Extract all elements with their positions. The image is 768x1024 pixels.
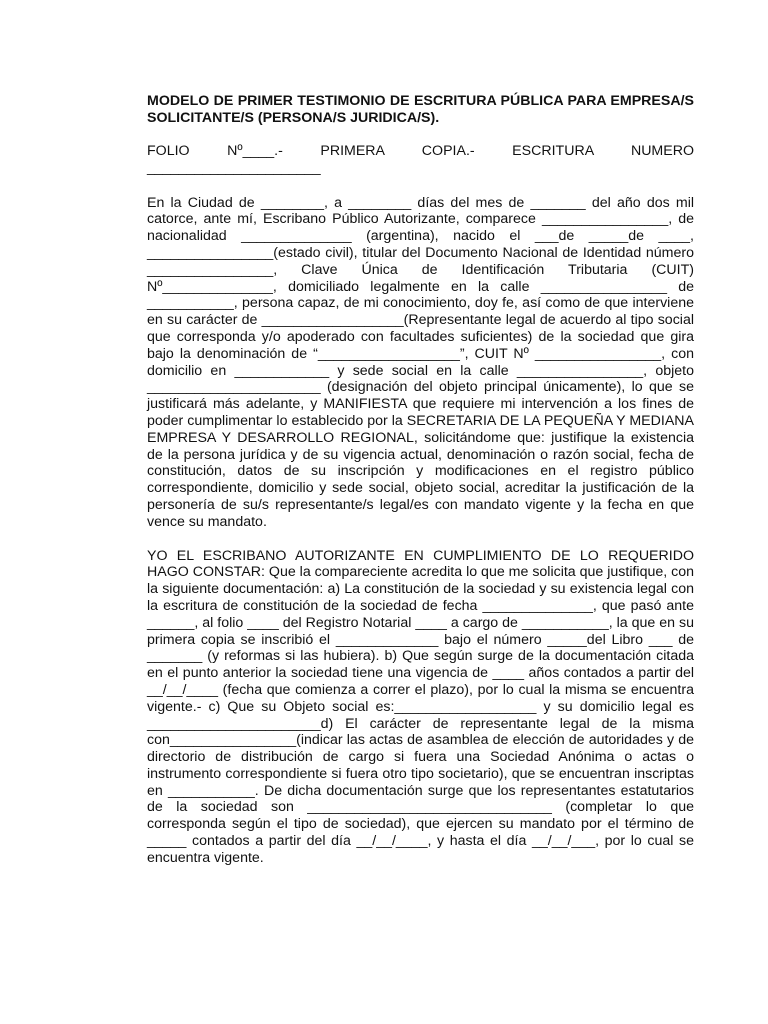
document-page xyxy=(147,93,694,884)
folio-header: FOLIO Nº____.- PRIMERA COPIA.- ESCRITURA NUMERO xyxy=(147,143,694,159)
folio-line xyxy=(147,143,694,177)
paragraph-comparecencia: En la Ciudad de ________, a ________ días del mes de _______ del año dos mil catorce, ante mí, Escribano Público Autorizante, comparece ________________, de nacionalidad ______________ (argentina), nacido el ___de _____de ____, ________________(estado civil), titular del Documento Nacional de Identidad número ________________, Clave Única de Identificación Tributaria (CUIT) Nº______________, domiciliado legalmente en la calle ________________ de ___________, persona capaz, de mi conocimiento, doy fe, así como de que interviene en su carácter de __________________(Representante legal de acuerdo al tipo social que corresponda y/o apoderado con facultades suficientes) de la sociedad que gira bajo la denominación de “__________________”, CUIT Nº ________________, con domicilio en ____________ y sede social en la calle ________________, objeto ______________________ (designación del objeto principal únicamente), lo que se justificará más adelante, y MANIFIESTA que requiere mi intervención a los fines de poder cumplimentar lo establecido por la SECRETARIA DE LA PEQUEÑA Y MEDIANA EMPRESA Y DESARROLLO REGIONAL, solicitándome que: justifique la existencia de la persona jurídica y de su vigencia actual, denominación o razón social, fecha de constitución, datos de su inscripción y modificaciones en el registro público correspondiente, domicilio y sede social, objeto social, acreditar la justificación de la personería de su/s representante/s legal/es con mandato vigente y la fecha en que vence su mandato. xyxy=(147,194,694,530)
folio-blank: ______________________ xyxy=(147,159,321,176)
document-title: MODELO DE PRIMER TESTIMONIO DE ESCRITURA PÚBLICA PARA EMPRESA/S SOLICITANTE/S (PERSONA/S JURIDICA/S). xyxy=(147,93,694,126)
paragraph-constancia: YO EL ESCRIBANO AUTORIZANTE EN CUMPLIMIENTO DE LO REQUERIDO HAGO CONSTAR: Que la compareciente acredita lo que me solicita que justifique, con la siguiente documentación: a) La constitución de la sociedad y su existencia legal con la escritura de constitución de la sociedad de fecha ______________, que pasó ante ______, al folio ____ del Registro Notarial ____ a cargo de ___________, la que en su primera copia se inscribió el _____________ bajo el número _____del Libro ___ de _______ (y reformas si las hubiera). b) Que según surge de la documentación citada en el punto anterior la sociedad tiene una vigencia de ____ años contados a partir del __/__/____ (fecha que comienza a correr el plazo), por lo cual la misma se encuentra vigente.- c) Que su Objeto social es:__________________ y su domicilio legal es ______________________d) El carácter de representante legal de la misma con________________(indicar las actas de asamblea de elección de autoridades y de directorio de distribución de cargo si fuera una Sociedad Anónima o actas o instrumento correspondiente si fuera otro tipo societario), que se encuentran inscriptas en ___________. De dicha documentación surge que los representantes estatutarios de la sociedad son _______________________________ (completar lo que corresponda según el tipo de sociedad), que ejercen su mandato por el término de _____ contados a partir del día __/__/____, y hasta el día __/__/___, por lo cual se encuentra vigente. xyxy=(147,547,694,866)
